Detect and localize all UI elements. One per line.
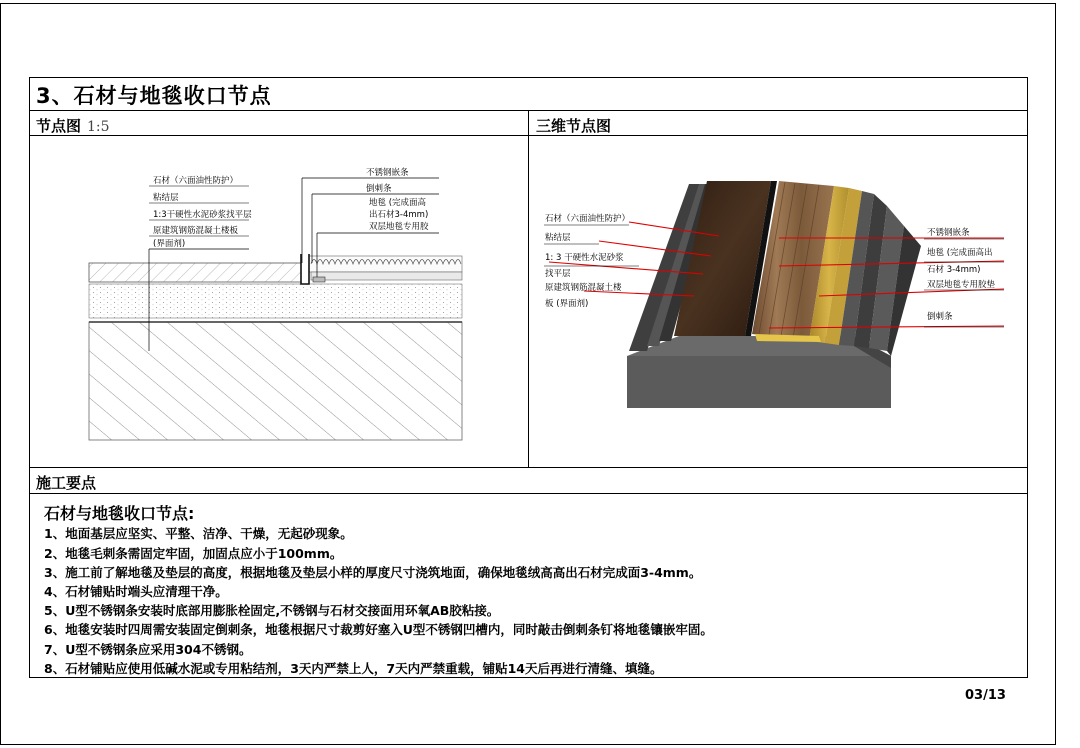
node-label-slab-2: (界面剂) [153,239,186,249]
note-item: 5、U型不锈钢条安装时底部用膨胀栓固定,不锈钢与石材交接面用环氧AB胶粘接。 [44,603,500,618]
right-panel-header: 三维节点图 [536,117,612,135]
note-item: 7、U型不锈钢条应采用304不锈钢。 [44,642,252,657]
three-d-label-stone: 石材（六面油性防护） [545,214,631,224]
three-d-drawing [529,136,1027,467]
note-item: 1、地面基层应坚实、平整、洁净、干燥，无起砂现象。 [44,526,353,541]
node-label-stone: 石材（六面油性防护） [153,176,239,186]
three-d-label-mortar-1: 1: 3 干硬性水泥砂浆 [545,253,624,263]
left-header-label: 节点图 [36,117,82,135]
node-label-slab-1: 原建筑钢筋混凝土楼板 [153,226,239,236]
node-label-glue: 双层地毯专用胶 [369,222,429,232]
base-front [627,356,891,408]
node-label-carpet-2: 出石材3-4mm) [369,210,429,220]
node-label-bond: 粘结层 [153,193,179,203]
section-drawing [29,136,528,467]
note-item: 4、石材铺贴时端头应清理干净。 [44,584,228,599]
note-item: 2、地毯毛刺条需固定牢固，加固点应小于100mm。 [44,546,343,561]
notes-title: 石材与地毯收口节点: [44,504,195,523]
row-line-4 [29,493,1028,494]
page-number: 03/13 [965,688,1006,703]
three-d-label-bond: 粘结层 [545,233,571,243]
three-d-label-slab-2: 板 (界面剂) [545,299,589,309]
three-d-label-mortar-2: 找平层 [545,269,571,279]
section-title: 3、石材与地毯收口节点 [36,84,272,108]
node-label-mortar: 1:3干硬性水泥砂浆找平层 [153,210,252,220]
frame-left [0,3,1,745]
three-d-label-glue: 双层地毯专用胶垫 [927,280,996,290]
frame-right [1055,3,1056,745]
carpet-underlay [311,272,462,280]
left-panel-header [36,115,110,136]
frame-top [0,3,1056,4]
note-item: 6、地毯安装时四周需安装固定倒刺条，地毯根据尺寸裁剪好塞入U型不锈钢凹槽内，同时敲击倒刺条钉将地毯镶嵌牢固。 [44,622,713,637]
carpet-layer [309,256,462,272]
row-line-3 [29,467,1028,468]
three-d-label-gripper: 倒刺条 [927,312,953,322]
stone-layer [89,263,301,282]
note-item: 8、石材铺贴应使用低碱水泥或专用粘结剂，3天内严禁上人，7天内严禁重载，铺贴14天后再进行清缝、填缝。 [44,661,663,676]
frame-bottom [0,744,1056,745]
node-label-carpet-1: 地毯 (完成面高 [369,198,427,208]
three-d-label-strip: 不锈钢嵌条 [927,228,970,238]
mortar-layer [89,284,462,318]
notes-header: 施工要点 [36,474,97,492]
three-d-label-slab-1: 原建筑钢筋混凝土楼 [545,283,622,293]
note-item: 3、施工前了解地毯及垫层的高度，根据地毯及垫层小样的厚度尺寸浇筑地面，确保地毯绒高高出石材完成面3-4mm。 [44,565,702,580]
gripper-strip [313,277,325,282]
node-label-gripper: 倒刺条 [366,184,392,194]
slab-layer [89,322,462,440]
scale-label: 1:5 [87,119,110,135]
three-d-label-carpet-2: 石材 3-4mm) [927,265,981,275]
node-label-strip: 不锈钢嵌条 [366,168,409,178]
three-d-label-carpet-1: 地毯 (完成面高出 [927,248,993,258]
